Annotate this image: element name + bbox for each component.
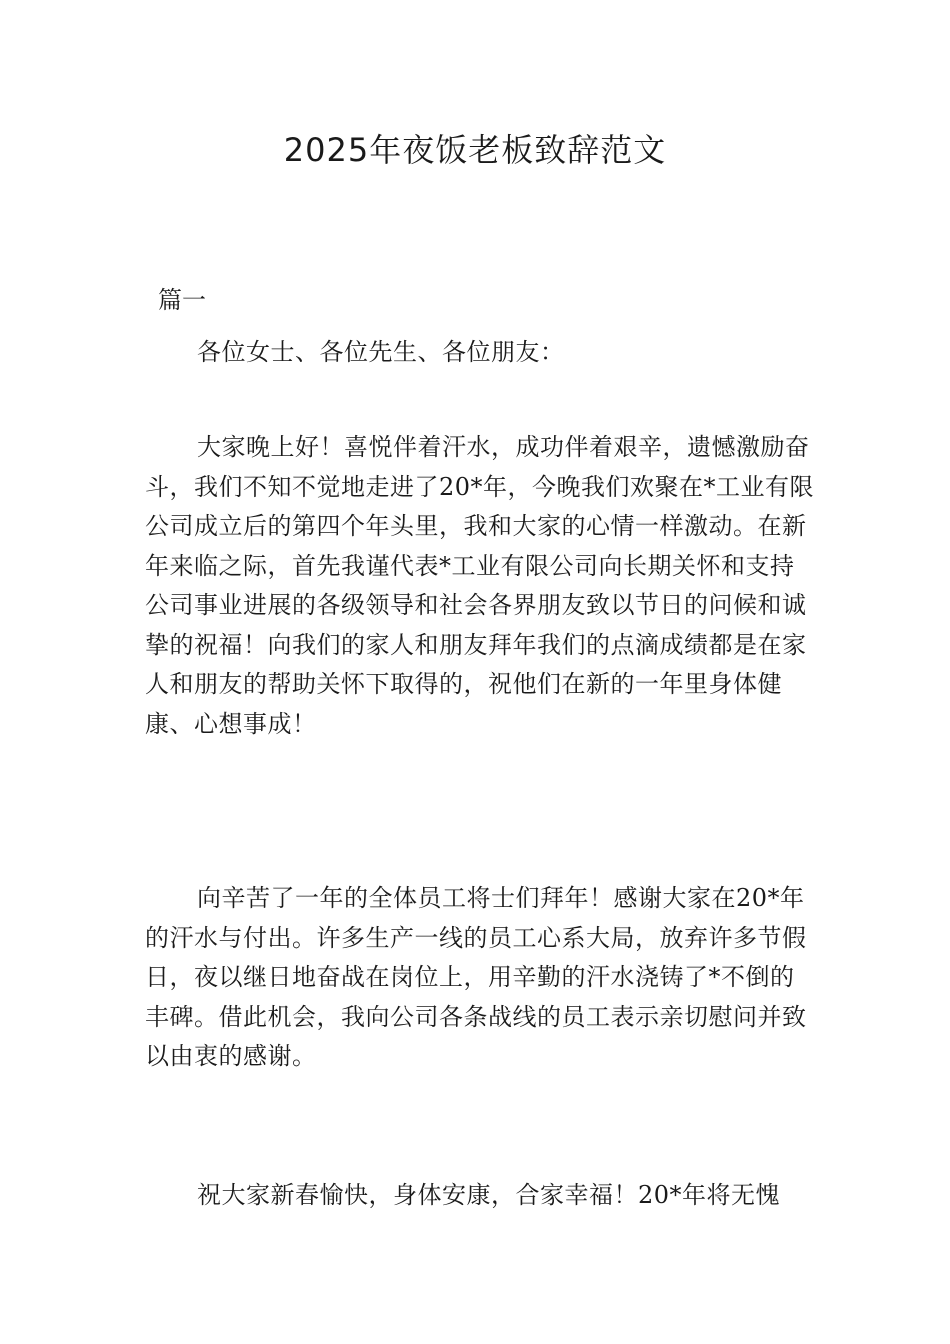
paragraph-3: 祝大家新春愉快，身体安康，合家幸福！20*年将无愧: [197, 1181, 781, 1209]
section-label: 篇一: [158, 286, 206, 314]
paragraph-2: 向辛苦了一年的全体员工将士们拜年！感谢大家在20*年的汗水与付出。许多生产一线的员工心系大局，放弃许多节假日，夜以继日地奋战在岗位上，用辛勤的汗水浇铸了*不倒的丰碑。借此机会，我向公司各条战线的员工表示亲切慰问并致以由衷的感谢。: [145, 884, 807, 1070]
document-title: 2025年夜饭老板致辞范文: [283, 131, 667, 169]
paragraph-1: 大家晚上好！喜悦伴着汗水，成功伴着艰辛，遗憾激励奋斗，我们不知不觉地走进了20*年，今晚我们欢聚在*工业有限公司成立后的第四个年头里，我和大家的心情一样激动。在新年来临之际，首先我谨代表*工业有限公司向长期关怀和支持公司事业进展的各级领导和社会各界朋友致以节日的问候和诚挚的祝福！向我们的家人和朋友拜年我们的点滴成绩都是在家人和朋友的帮助关怀下取得的，祝他们在新的一年里身体健康、心想事成！: [145, 433, 815, 738]
salutation: 各位女士、各位先生、各位朋友：: [197, 338, 565, 366]
